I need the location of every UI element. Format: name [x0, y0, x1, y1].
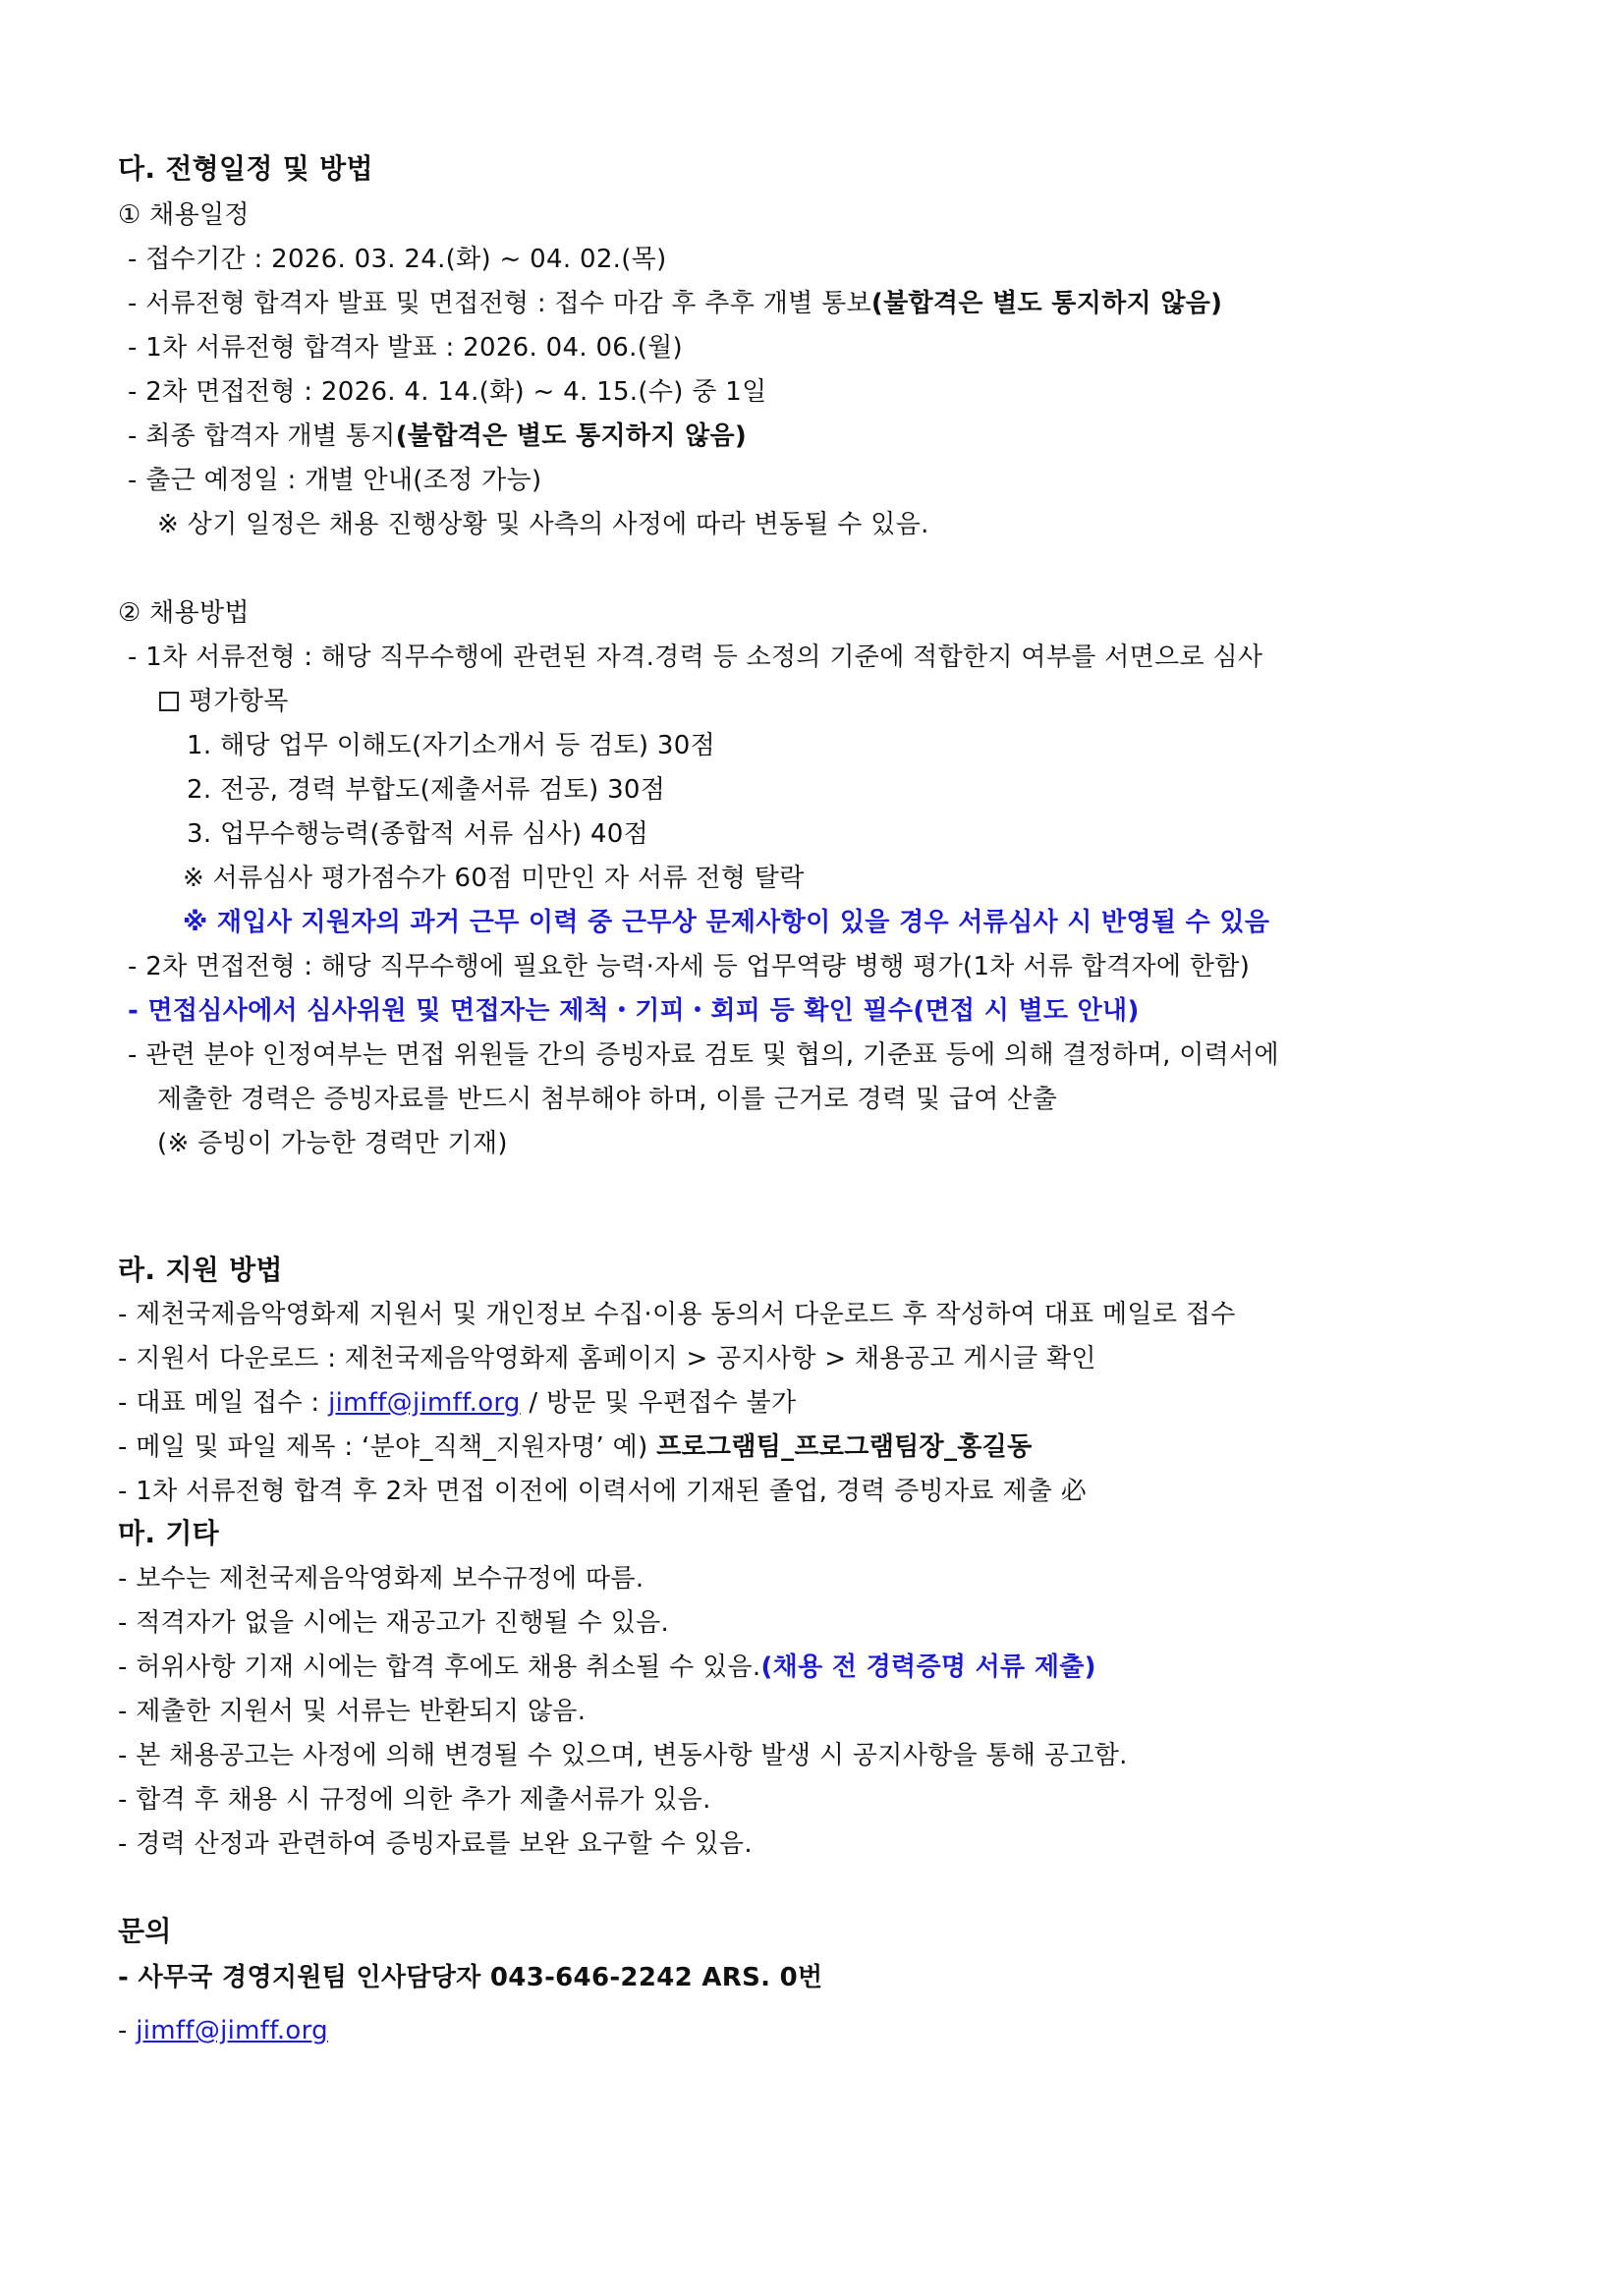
method-line-recusal-highlight: - 면접심사에서 심사위원 및 면접자는 제척・기피・회피 등 확인 필수(면접 시 별도 안내) — [128, 996, 1140, 1026]
etc-line: - 보수는 제천국제음악영화제 보수규정에 따름. — [118, 1564, 644, 1594]
etc-line: - 본 채용공고는 사정에 의해 변경될 수 있으며, 변동사항 발생 시 공지사항을 통해 공고함. — [118, 1741, 1128, 1770]
application-line-submission: - 제천국제음악영화제 지원서 및 개인정보 수집·이용 동의서 다운로드 후 작성하여 대표 메일로 접수 — [118, 1300, 1236, 1329]
schedule-line-emphasis: (불합격은 별도 통지하지 않음) — [395, 421, 748, 451]
schedule-line-interview: - 2차 면접전형 : 2026. 4. 14.(화) ~ 4. 15.(수) 중 1일 — [128, 377, 767, 407]
etc-line: - 경력 산정과 관련하여 증빙자료를 보완 요구할 수 있음. — [118, 1829, 753, 1859]
evaluation-note: ※ 서류심사 평가점수가 60점 미만인 자 서류 전형 탈락 — [183, 864, 805, 893]
mail-subject-example: 프로그램팀_프로그램팀장_홍길동 — [656, 1432, 1033, 1462]
application-line-mail-subject — [118, 1431, 1033, 1463]
application-email-prefix: - 대표 메일 접수 : — [118, 1388, 329, 1418]
schedule-line-emphasis: (불합격은 별도 통지하지 않음) — [870, 289, 1223, 318]
schedule-note: ※ 상기 일정은 채용 진행상황 및 사측의 사정에 따라 변동될 수 있음. — [157, 510, 929, 539]
evaluation-item: 2. 전공, 경력 부합도(제출서류 검토) 30점 — [187, 775, 666, 805]
application-email-suffix: / 방문 및 우편접수 불가 — [520, 1388, 797, 1418]
schedule-line-document-result — [128, 288, 1222, 319]
etc-line-highlight: (채용 전 경력증명 서류 제출) — [760, 1652, 1096, 1682]
application-line-download: - 지원서 다운로드 : 제천국제음악영화제 홈페이지 > 공지사항 > 채용공고 게시글 확인 — [118, 1344, 1096, 1373]
subsection-title-schedule: ① 채용일정 — [118, 200, 250, 230]
schedule-line-start-date: - 출근 예정일 : 개별 안내(조정 가능) — [128, 466, 542, 495]
inquiry-email-prefix: - — [118, 2016, 137, 2045]
evaluation-items-label: 평가항목 — [189, 687, 289, 716]
section-title-etc: 마. 기타 — [118, 1517, 220, 1549]
subsection-title-method: ② 채용방법 — [118, 598, 250, 628]
etc-line-text: - 허위사항 기재 시에는 합격 후에도 채용 취소될 수 있음. — [118, 1652, 761, 1682]
etc-line-false-info — [118, 1652, 1096, 1683]
schedule-line-first-result: - 1차 서류전형 합격자 발표 : 2026. 04. 06.(월) — [128, 333, 683, 363]
method-line-recognition-note: (※ 증빙이 가능한 경력만 기재) — [157, 1129, 508, 1158]
method-line-document-screening: - 1차 서류전형 : 해당 직무수행에 관련된 자격.경력 등 소정의 기준에 적합한지 여부를 서면으로 심사 — [128, 643, 1263, 672]
schedule-line-text: - 서류전형 합격자 발표 및 면접전형 : 접수 마감 후 추후 개별 통보 — [128, 289, 871, 318]
application-line-evidence: - 1차 서류전형 합격 후 2차 면접 이전에 이력서에 기재된 졸업, 경력 증빙자료 제출 必 — [118, 1477, 1088, 1506]
mail-subject-text: - 메일 및 파일 제목 : ‘분야_직책_지원자명’ 예) — [118, 1432, 657, 1462]
schedule-line-text: - 최종 합격자 개별 통지 — [128, 421, 396, 451]
checkbox-icon — [159, 692, 179, 711]
etc-line: - 합격 후 채용 시 규정에 의한 추가 제출서류가 있음. — [118, 1785, 711, 1815]
etc-line: - 제출한 지원서 및 서류는 반환되지 않음. — [118, 1697, 587, 1726]
inquiry-email-line — [118, 2015, 328, 2046]
evaluation-note-highlight: ※ 재입사 지원자의 과거 근무 이력 중 근무상 문제사항이 있을 경우 서류심사 시 반영될 수 있음 — [183, 908, 1270, 937]
evaluation-items-heading — [159, 686, 289, 717]
inquiry-title: 문의 — [118, 1915, 172, 1947]
application-email-link[interactable]: jimff@jimff.org — [328, 1388, 521, 1418]
schedule-line-final-notice — [128, 420, 747, 452]
etc-line: - 적격자가 없을 시에는 재공고가 진행될 수 있음. — [118, 1608, 670, 1638]
section-title-application: 라. 지원 방법 — [118, 1254, 283, 1286]
inquiry-contact: - 사무국 경영지원팀 인사담당자 043-646-2242 ARS. 0번 — [118, 1963, 823, 1992]
method-line-recognition: - 관련 분야 인정여부는 면접 위원들 간의 증빙자료 검토 및 협의, 기준표 등에 의해 결정하며, 이력서에 — [128, 1040, 1279, 1070]
method-line-interview: - 2차 면접전형 : 해당 직무수행에 필요한 능력·자세 등 업무역량 병행 평가(1차 서류 합격자에 한함) — [128, 952, 1251, 981]
application-line-email — [118, 1387, 796, 1419]
section-title-schedule-method: 다. 전형일정 및 방법 — [118, 152, 373, 185]
schedule-line-application-period: - 접수기간 : 2026. 03. 24.(화) ~ 04. 02.(목) — [128, 245, 667, 274]
inquiry-email-link[interactable]: jimff@jimff.org — [136, 2016, 328, 2045]
evaluation-item: 1. 해당 업무 이해도(자기소개서 등 검토) 30점 — [187, 731, 716, 760]
method-line-recognition-cont: 제출한 경력은 증빙자료를 반드시 첨부해야 하며, 이를 근거로 경력 및 급여 산출 — [157, 1085, 1058, 1114]
evaluation-item: 3. 업무수행능력(종합적 서류 심사) 40점 — [187, 819, 649, 849]
